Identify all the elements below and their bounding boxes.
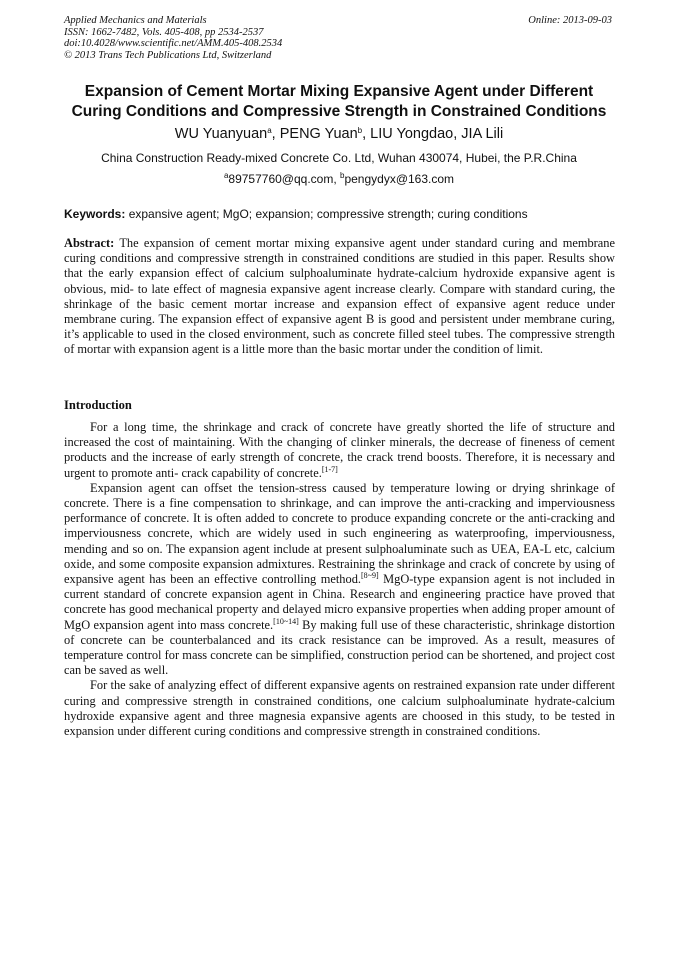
author-emails (40, 172, 638, 187)
journal-copyright: © 2013 Trans Tech Publications Ltd, Switzerland (64, 49, 272, 61)
paper-title (40, 82, 638, 122)
intro-paragraph-2: Expansion agent can offset the tension-stress caused by temperature lowing or drying shrinkage of concrete. There is a fine compensation to shrinkage, and can improve the anti-cracking and imperviousness performance of concrete. It is often added to concrete to produce expanding concrete or the anti-cracking and imperviousness concrete, which are widely used in such engineering as waterproofing, imperviousness, mending and so on. The expansion agent include at present sulphoaluminate such as UEA, EA-L etc, calcium oxide, and some composite expansion admixtures. Restraining the shrinkage and crack of concrete by using of expansive agent has been an effective controlling method.[8~9] MgO-type expansion agent is not included in current standard of concrete expansion agent in China. Research and engineering practice have proved that concrete has good mechanical property and delayed micro expansive properties when adding proper amount of MgO expansion agent into mass concrete.[10~14] By making full use of these characteristic, shrinkage distortion of concrete can be counterbalanced and its crack resistance can be improved. As a result, measures of temperature control for mass concrete can be simplified, construction period can be shortened, and project cost can be saved as well. (64, 480, 615, 678)
abstract (64, 236, 615, 358)
journal-name: Applied Mechanics and Materials (64, 15, 207, 26)
title-line-1: Expansion of Cement Mortar Mixing Expansive Agent under Different (84, 83, 594, 100)
affiliation: China Construction Ready-mixed Concrete Co. Ltd, Wuhan 430074, Hubei, the P.R.China (101, 151, 577, 165)
author-2: PENG Yuan (279, 126, 358, 142)
journal-doi: doi:10.4028/www.scientific.net/AMM.405-408.2534 (64, 38, 283, 49)
email-b-mark: b (340, 171, 345, 180)
email-a-mark: a (223, 171, 229, 180)
abstract-text: The expansion of cement mortar mixing expansive agent under standard curing and membrane curing conditions and compressive strength in constrained conditions are studied in this paper. Results show that the early expansion effect of calcium sulphoaluminate hydrate-calcium hydroxide expansive agent is obvious, mid- to late effect of magnesia expansive agent increase clearly. Compare with standard curing, the shrinkage of the basic cement mortar increase and expansion effect of expansive agent reduce under membrane curing. The expansion effect of expansive agent B is good and persistent under membrane curing, it’s applicable to used in the closed environment, such as concrete filled steel tubes. The compressive strength of mortar with expansion agent is a little more than the basic mortar under the condition of limit. (64, 236, 615, 357)
email-a: 89757760@qq.com, (228, 172, 340, 186)
abstract-label: Abstract: (64, 236, 115, 250)
author-1: WU Yuanyuan (174, 126, 268, 142)
citation: [10~14] (273, 616, 299, 626)
author-list (40, 125, 638, 143)
citation: [8~9] (360, 571, 379, 581)
introduction-heading: Introduction (64, 398, 132, 412)
intro-paragraph-1: For a long time, the shrinkage and crack of concrete have greatly shorted the life of structure and increased the cost of maintaining. With the changing of clinker minerals, the decrease of fineness of cement products and the increase of early strength of concrete, the crack trend boosts. Therefore, it is necessary and urgent to promote anti- crack capability of concrete.[1-7] (64, 420, 615, 480)
author-1-affil-mark: a (267, 126, 272, 135)
journal-issn: ISSN: 1662-7482, Vols. 405-408, pp 2534-2537 (64, 26, 264, 38)
introduction-body (64, 420, 615, 739)
other-authors: , LIU Yongdao, JIA Lili (362, 126, 504, 142)
email-b: pengydyx@163.com (344, 172, 455, 186)
keywords-text: expansive agent; MgO; expansion; compressive strength; curing conditions (128, 207, 528, 221)
author-separator: , (271, 126, 280, 142)
keywords-label: Keywords: (64, 207, 126, 221)
journal-header (64, 15, 484, 61)
citation: [1-7] (321, 464, 338, 474)
keywords (64, 207, 616, 222)
author-2-affil-mark: b (357, 126, 363, 135)
intro-paragraph-3: For the sake of analyzing effect of different expansive agents on restrained expansion rate under different curing and compressive strength in constrained conditions, one calcium sulphoaluminate hydrate-calcium hydroxide expansive agent and three magnesia expansive agents are choosed in this study, to be tested in expansion under different curing conditions and compressive strength in constrained conditions. (64, 678, 615, 739)
title-line-2: Curing Conditions and Compressive Strength in Constrained Conditions (71, 103, 607, 120)
online-date: Online: 2013-09-03 (528, 15, 612, 26)
